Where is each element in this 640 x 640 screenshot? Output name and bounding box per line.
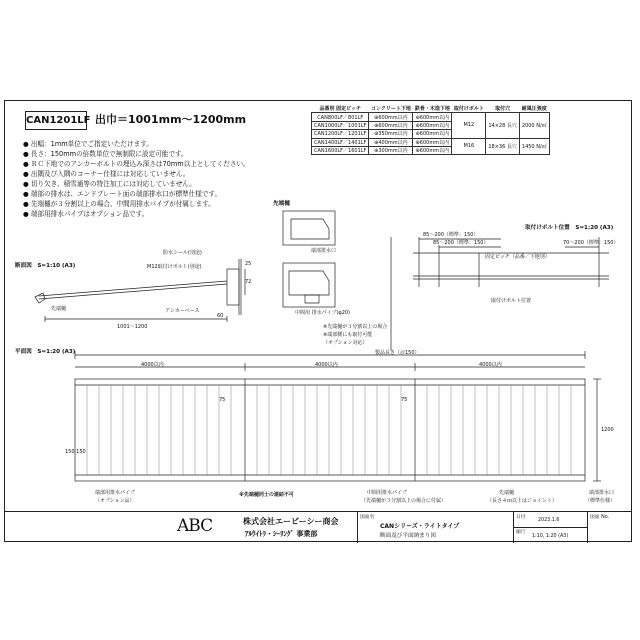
model-number: CAN1201LF (25, 111, 87, 130)
bolt-position-label: 取付けボルト位置 (491, 298, 532, 304)
spec-cell: ⊕600mm以内 (413, 130, 452, 138)
note-item: ● 端部の排水は、エンドプレート面の端部排水口が標準仕様です。 (23, 189, 250, 199)
drawing-sheet (4, 100, 632, 542)
label-mid-pipe-plan: 中間用排水パイプ (367, 490, 407, 496)
spec-cell: CAN800LF／801LF (312, 113, 369, 121)
label-gutter-plan: 先端樋 (499, 490, 515, 496)
gutter-note-2: ※端部側にも取付可能 (323, 332, 373, 338)
note-item: ● 出幅：1mm単位でご指定いただけます。 (23, 139, 250, 149)
spec-header: 品番別 固定ピッチ (312, 105, 369, 113)
label-outlet-plan: 端部排水口 (589, 490, 615, 496)
label-anchor: アンカーベース (165, 308, 200, 314)
spec-cell: CAN1400LF／1401LF (312, 138, 369, 146)
date-value: 2023.1.6 (538, 518, 560, 523)
date-scale-cell (513, 512, 587, 543)
spec-cell: ⊕350mm以内 (369, 130, 413, 138)
plan-segment: 4000以内 (315, 362, 338, 368)
label-mid-pipe-plan-sub: （先端樋が３分割以上の場合に付属） (361, 498, 447, 504)
name-label: 図面名 (360, 515, 375, 520)
plan-height: 1200 (601, 427, 614, 433)
dim-75: 75 (219, 397, 226, 403)
spec-cell: ⊕600mm以内 (369, 121, 413, 129)
drawing-name-1: CANシリーズ・ライトタイプ (380, 523, 460, 530)
dim-25: 25 (245, 261, 252, 267)
label-bolt: M12取付けボルト(別途) (147, 264, 202, 270)
spec-header: コンクリート下地 (370, 106, 411, 113)
date-label: 日付 (516, 515, 526, 520)
dim-72: 72 (245, 279, 252, 285)
label-mid-pipe: 中間用 排水パイプ(φ20) (295, 310, 351, 316)
spec-cell: CAN1600LF／1601LF (312, 146, 369, 154)
dim-width: 1001～1200 (117, 324, 148, 330)
plan-segment: 4000以内 (479, 362, 502, 368)
company-division: ｱﾙｳｲﾄﾗ・ｼｰﾘﾝｸﾞ 事業部 (245, 530, 318, 538)
note-item: ● 端部用排水パイプはオプション品です。 (23, 209, 250, 219)
spec-cell: CAN1000LF／1001LF (312, 121, 369, 129)
scale-label: 縮尺 (516, 530, 526, 535)
dim-side: 150 150 (65, 449, 86, 455)
note-item: ● 切り欠き、積雪通等の特注加工には対応していません。 (23, 179, 250, 189)
spec-cell: ⊕600mm以内 (413, 121, 452, 129)
label-waterproof: 防水シール(別途) (163, 250, 202, 256)
note-item: ● 先端樋が３分割以上の場合、中間用排水パイプが付属します。 (23, 199, 250, 209)
drawing-name-cell (357, 512, 513, 543)
no-label: 図面 No. (590, 515, 610, 520)
spec-cell: M16 (452, 138, 486, 155)
spec-cell: ⊕600mm以内 (369, 113, 413, 121)
bolt-position-title: 取付けボルト位置 S=1:20 (A3) (525, 225, 614, 231)
plan-length: 製品長さ（＠150） (375, 350, 420, 356)
spec-cell: CAN1200LF／1201LF (312, 130, 369, 138)
spec-cell: ⊕600mm以内 (413, 138, 452, 146)
gutter-note-3: （オプション対応） (323, 340, 368, 346)
label-end-pipe-sub: （オプション品） (95, 498, 135, 504)
dim-left-2: 85～200（標準：150） (433, 240, 489, 246)
spec-cell: ⊕600mm以内 (413, 113, 452, 121)
spec-cell: ⊕400mm以内 (369, 138, 413, 146)
spec-cell: 14×28 長穴 (486, 113, 520, 138)
spec-cell: 1450 N/㎡ (519, 138, 549, 155)
spec-cell: 18×36 長穴 (486, 138, 520, 155)
drawing-linework (5, 101, 631, 511)
label-end-pipe: 端部用排水パイプ (95, 490, 135, 496)
plan-segment: 4000以内 (141, 362, 164, 368)
spec-cell: M12 (452, 113, 486, 138)
spec-header: 鉄骨・木造下地 (414, 106, 450, 113)
note-item: ● 長さ：150mmの倍数単位で無制限に設定可能です。 (23, 149, 250, 159)
gutter-note-1: ※先端樋が３分割以上の場合 (323, 324, 388, 330)
drawing-name-2: 断面及び平面納まり図 (380, 533, 436, 539)
company-logo: ABC (177, 516, 213, 536)
spec-header: 取付穴 (486, 105, 520, 113)
plan-title: 平面図 S=1:20 (A3) (15, 349, 76, 355)
spec-header: 耐風圧強度 (519, 105, 549, 113)
gutter-detail-title: 先端樋 (273, 201, 290, 207)
label-gutter-plan-sub: （長さ４ｍ以上はジョイント） (487, 498, 557, 504)
note-item: ● 出隅及び入隅のコーナー仕様には対応していません。 (23, 169, 250, 179)
spec-cell: 2000 N/㎡ (519, 113, 549, 138)
company-name: 株式会社エービーシー商会 (243, 517, 339, 526)
dim-right: 70～200（標準：150） (563, 240, 619, 246)
scale-value: 1:10, 1:20 (A3) (532, 534, 569, 539)
title-block (5, 511, 631, 543)
bolt-pitch: 固定ピッチ（品番／下地別） (485, 254, 550, 260)
dim-75: 75 (401, 397, 408, 403)
dim-60: 60 (217, 313, 224, 319)
joint-note: ※先端樋同士の連結不可 (239, 492, 294, 498)
label-outlet: 端部排水口 (311, 248, 337, 254)
drawing-no-cell (587, 512, 631, 543)
label-outlet-plan-sub: （標準仕様） (585, 498, 616, 504)
width-range: 出巾＝1001mm～1200mm (95, 113, 247, 126)
spec-cell: ⊕600mm以内 (413, 146, 452, 154)
note-item: ● ＲＣ下地でのアンカーボルトの埋込み深さは70mm以上としてください。 (23, 159, 250, 169)
section-title: 断面図 S=1:10 (A3) (15, 263, 76, 269)
label-gutter: 先端樋 (51, 306, 67, 312)
spec-cell: ⊕300mm以内 (369, 146, 413, 154)
dim-left-1: 85～200（標準：150） (423, 232, 479, 238)
spec-header: 取付けボルト (453, 106, 484, 113)
